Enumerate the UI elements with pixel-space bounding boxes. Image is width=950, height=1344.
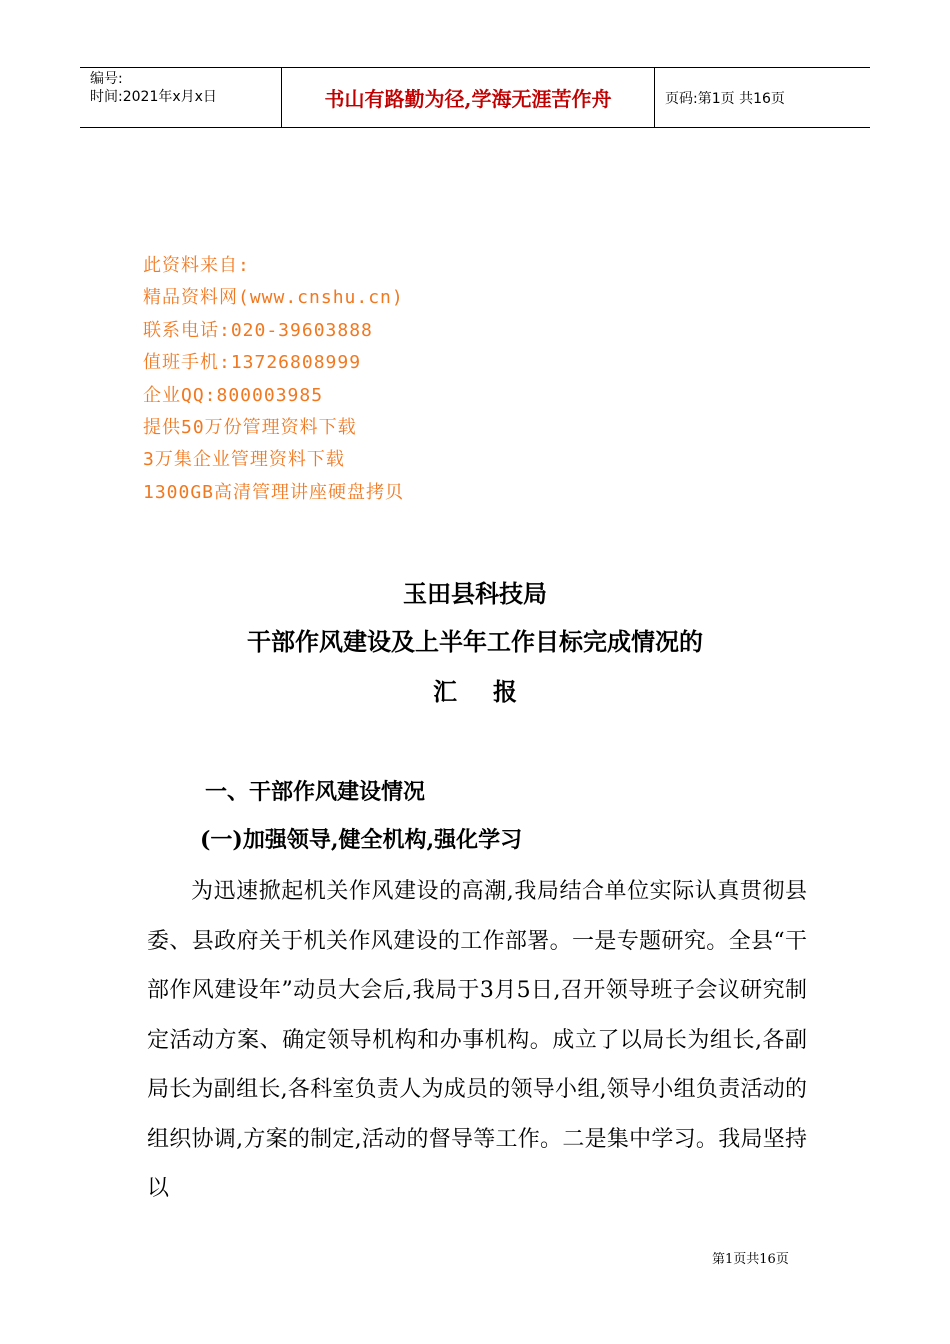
body-paragraph: 为迅速掀起机关作风建设的高潮,我局结合单位实际认真贯彻县委、县政府关于机关作风建设的工作部署。一是专题研究。全县“干部作风建设年”动员大会后,我局于3月5日,召开领导班子会议研究制定活动方案、确定领导机构和办事机构。成立了以局长为组长,各副局长为副组长,各科室负责人为成员的领导小组,领导小组负责活动的组织协调,方案的制定,活动的督导等工作。二是集中学习。我局坚持以 [147,879,807,1201]
page-header [80,67,870,128]
section-heading: 一、干部作风建设情况 [205,779,426,805]
ad-line: 精品资料网(www.cnshu.cn) [143,287,404,309]
number-label: 编号: [90,71,123,87]
section-subheading: (一)加强领导,健全机构,强化学习 [200,827,523,853]
title-line-3 [0,666,950,718]
source-ad-block [143,250,404,509]
document-title [0,570,950,718]
ad-line: 值班手机:13726808999 [143,352,362,374]
title-char-2: 报 [493,677,517,706]
time-label: 时间:2021年x月x日 [90,89,217,105]
title-line-1: 玉田县科技局 [403,579,547,608]
page-footer: 第1页共16页 [712,1252,789,1267]
ad-line: 3万集企业管理资料下载 [143,449,345,471]
ad-line: 提供50万份管理资料下载 [143,417,357,439]
ad-line: 此资料来自: [143,255,250,276]
ad-line: 联系电话:020-39603888 [143,319,373,341]
ad-line: 1300GB高清管理讲座硬盘拷贝 [143,481,405,503]
header-meta-cell [80,68,282,127]
ad-line: 企业QQ:800003985 [143,384,324,406]
header-page-info: 页码:第1页 共16页 [665,90,785,107]
header-motto: 书山有路勤为径,学海无涯苦作舟 [282,68,655,127]
title-char-1: 汇 [433,677,457,706]
title-line-2: 干部作风建设及上半年工作目标完成情况的 [247,627,703,656]
